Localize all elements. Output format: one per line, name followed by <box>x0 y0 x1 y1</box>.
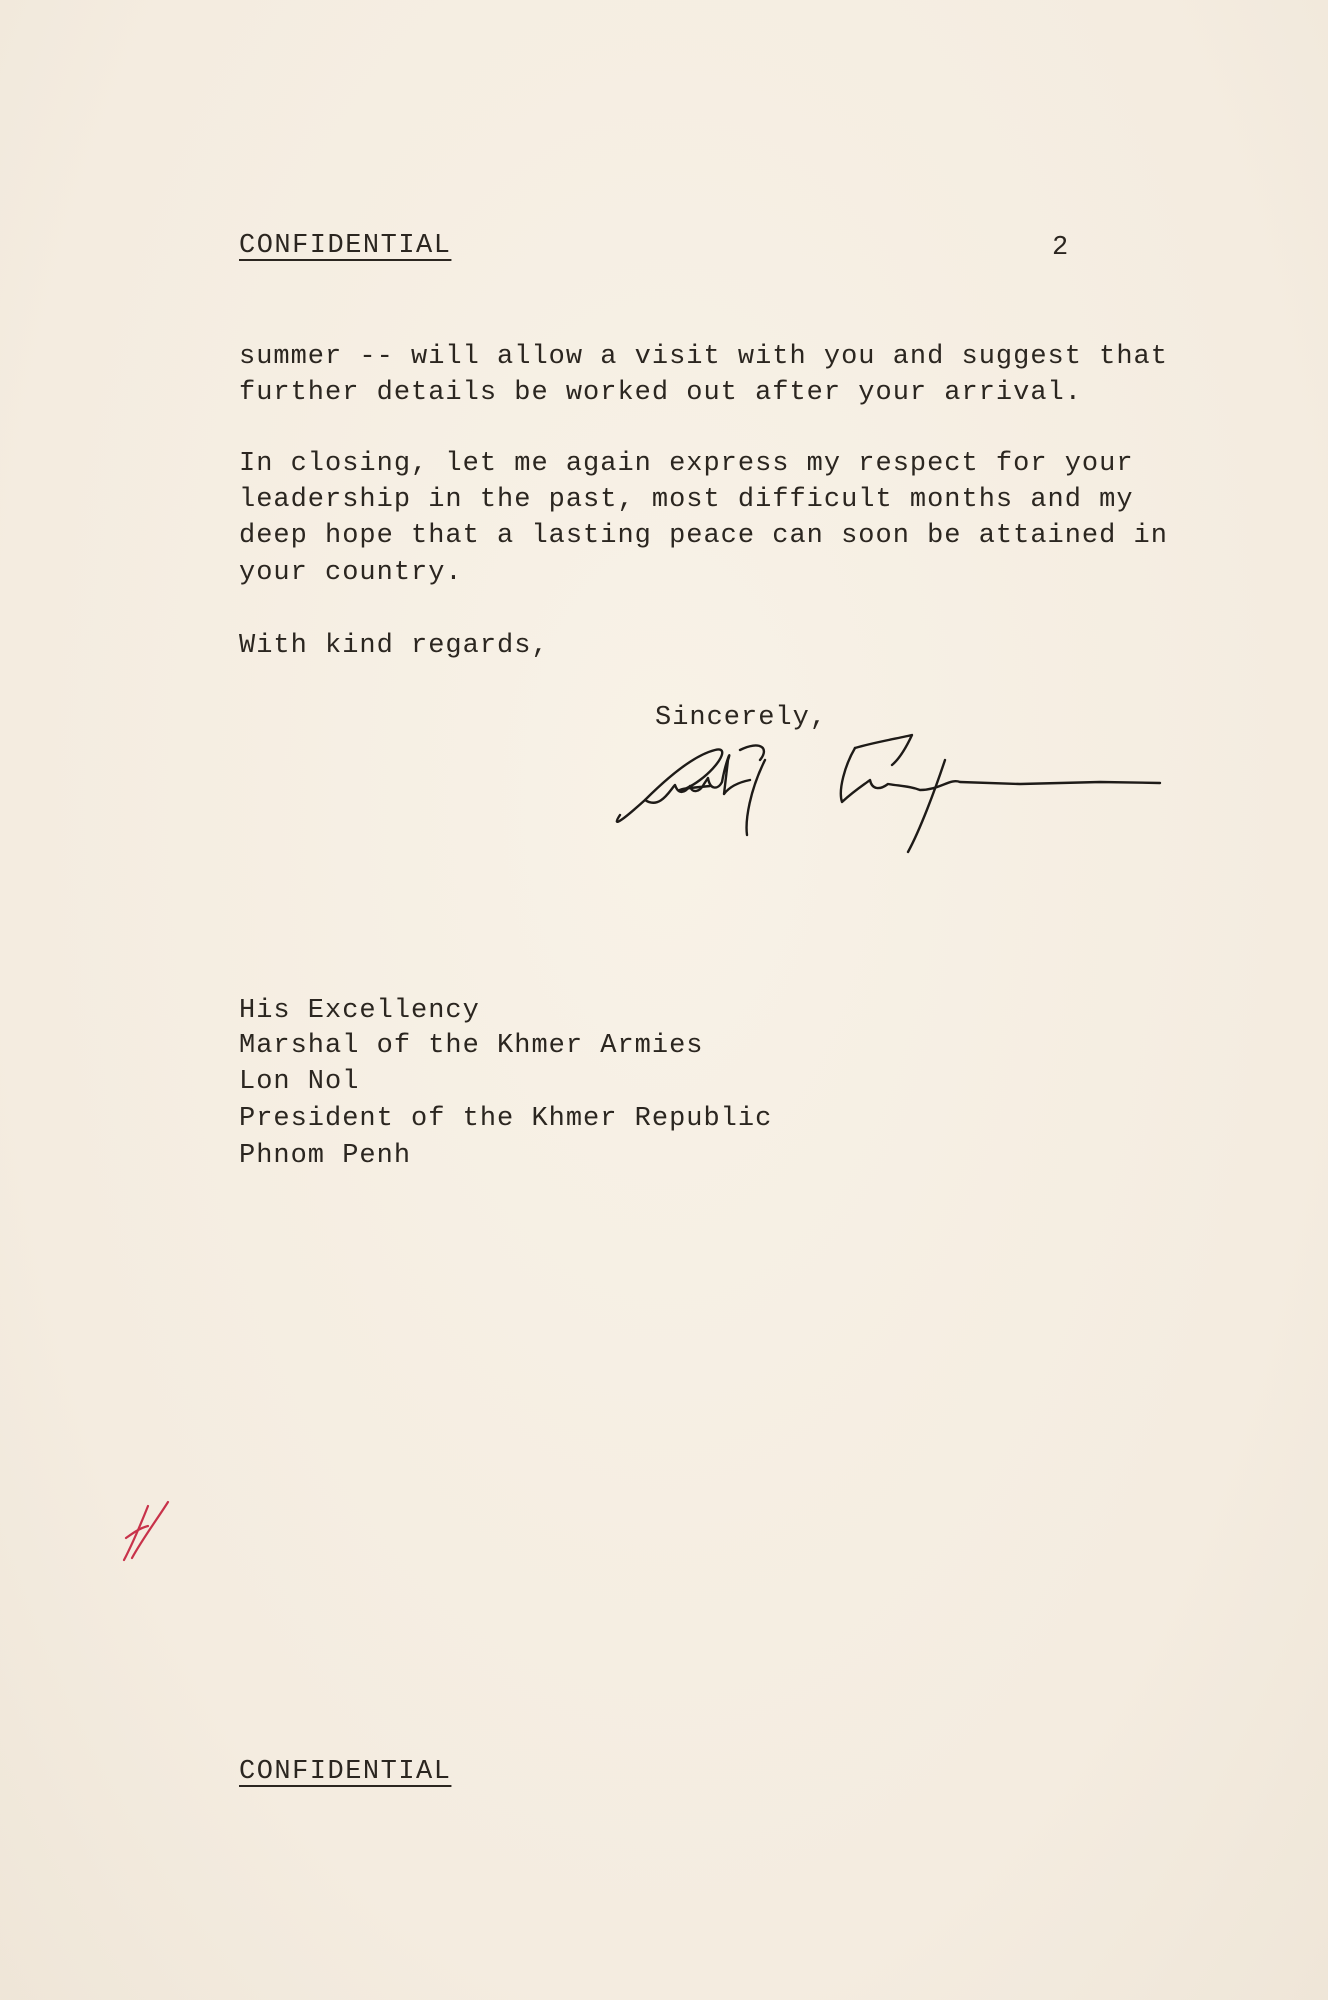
regards-line: With kind regards, <box>239 631 549 661</box>
body-line: In closing, let me again express my respect for your <box>239 449 1134 479</box>
addressee-line: Marshal of the Khmer Armies <box>239 1031 704 1061</box>
header-classification: CONFIDENTIAL <box>239 231 452 261</box>
addressee-line: His Excellency <box>239 996 480 1026</box>
red-check-mark <box>118 1498 178 1566</box>
signature <box>600 720 1300 860</box>
body-line: summer -- will allow a visit with you and suggest that <box>239 342 1168 372</box>
body-line: leadership in the past, most difficult months and my <box>239 485 1134 515</box>
page-number: 2 <box>1052 233 1069 263</box>
addressee-line: President of the Khmer Republic <box>239 1104 773 1134</box>
body-line: further details be worked out after your arrival. <box>239 378 1082 408</box>
closing-line: Sincerely, <box>655 703 828 733</box>
body-line: your country. <box>239 558 463 588</box>
addressee-line: Phnom Penh <box>239 1141 412 1171</box>
footer-classification: CONFIDENTIAL <box>239 1757 452 1787</box>
addressee-line: Lon Nol <box>239 1067 360 1097</box>
body-line: deep hope that a lasting peace can soon be attained in <box>239 521 1168 551</box>
